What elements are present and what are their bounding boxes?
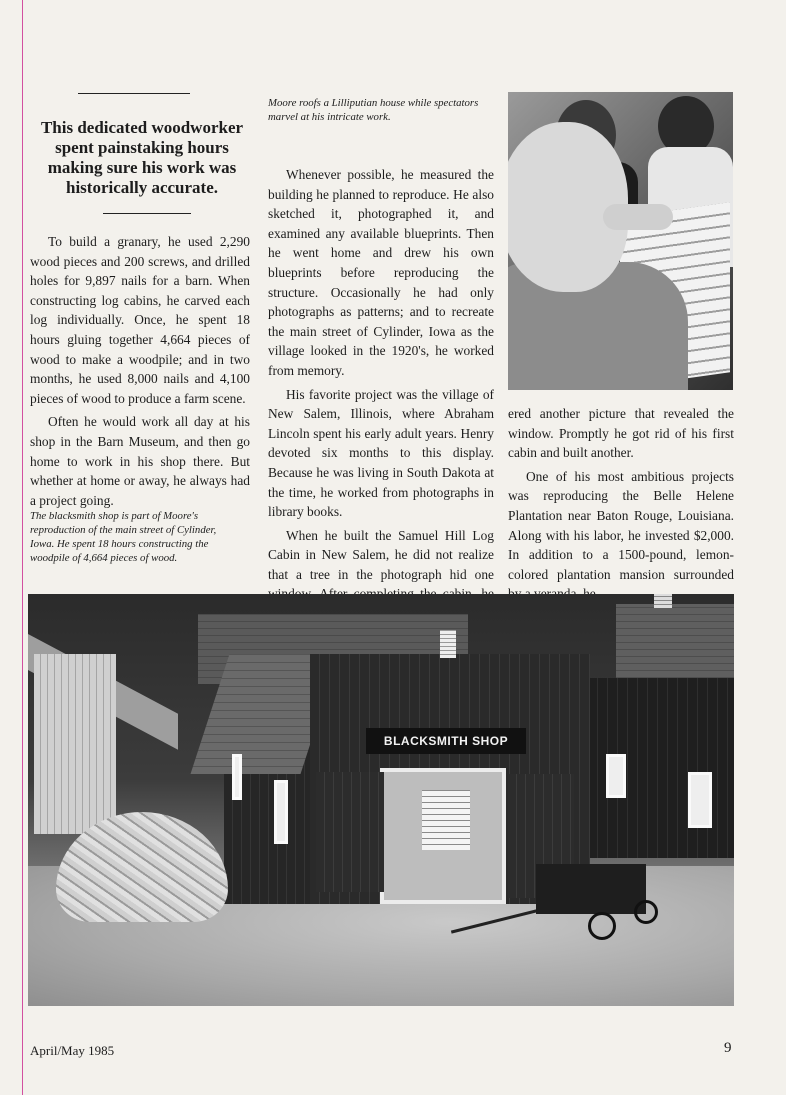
- paragraph: ered another picture that revealed the window. Promptly he got rid of his first cabin and built another.: [508, 406, 734, 461]
- photo-caption-woodworker: Moore roofs a Lilliputian house while spectators marvel at his intricate work.: [268, 97, 479, 123]
- page-margin-line: [22, 0, 23, 1095]
- paragraph: His favorite project was the village of New Salem, Illinois, where Abraham Lincoln spent his early adult years. Henry devoted six months to this display. Because he was living in South Dakota at the time, he worked from photographs in library books.: [268, 386, 494, 520]
- page-number: 9: [724, 1040, 732, 1056]
- blacksmith-shop-sign: BLACKSMITH SHOP: [366, 728, 526, 754]
- column-2: [268, 165, 494, 643]
- column-1: [30, 232, 250, 510]
- pull-quote-rule-bottom: [103, 213, 191, 214]
- paragraph: To build a granary, he used 2,290 wood pieces and 200 screws, and drilled holes for 9,897 nails for a barn. When constructing log cabins, he carved each log individually. Once, he spent 18 hours gluing together 4,664 pieces of wood to make a woodpile; and in two months, he used 8,000 nails and 4,100 pieces of wood to produce a farm scene.: [30, 234, 250, 406]
- pull-quote-rule-top: [78, 93, 190, 94]
- photo-caption-blacksmith: The blacksmith shop is part of Moore's reproduction of the main street of Cylinder, Iowa. He spent 18 hours constructing the woodpile of 4,664 pieces of wood.: [30, 510, 217, 564]
- paragraph: When he built the Samuel Hill Log Cabin in New Salem, he did not realize that a tree in the photograph hid one: [268, 527, 494, 582]
- pull-quote: This dedicated woodworker spent painstaking hours making sure his work was historically accurate.: [40, 118, 244, 197]
- photo-woodworker: [508, 92, 733, 390]
- paragraph: Often he would work all day at his shop in the Barn Museum, and then go home to work in his shop there. But whether at home or away, he always had a project going.: [30, 414, 250, 508]
- paragraph: Whenever possible, he measured the building he planned to reproduce. He also sketched it, photographed it, and examined any available blueprints. Then he went home and drew his own blueprints before reproducing the structure. Occasionally he had only photographs as patterns; and to recreate the main street of Cylinder, Iowa as the village looked in the 1920's, he worked from memory.: [268, 167, 494, 378]
- issue-date: April/May 1985: [30, 1043, 115, 1058]
- photo-blacksmith-shop: [28, 594, 734, 1006]
- column-3: [508, 404, 734, 604]
- paragraph: One of his most ambitious projects was reproducing the Belle Helene Plantation near Baton Rouge, Louisiana. Along with his labor, he invested $2,000. In addition to a 1500-pound, lemon-colored plantation mansion surrounded: [508, 468, 734, 582]
